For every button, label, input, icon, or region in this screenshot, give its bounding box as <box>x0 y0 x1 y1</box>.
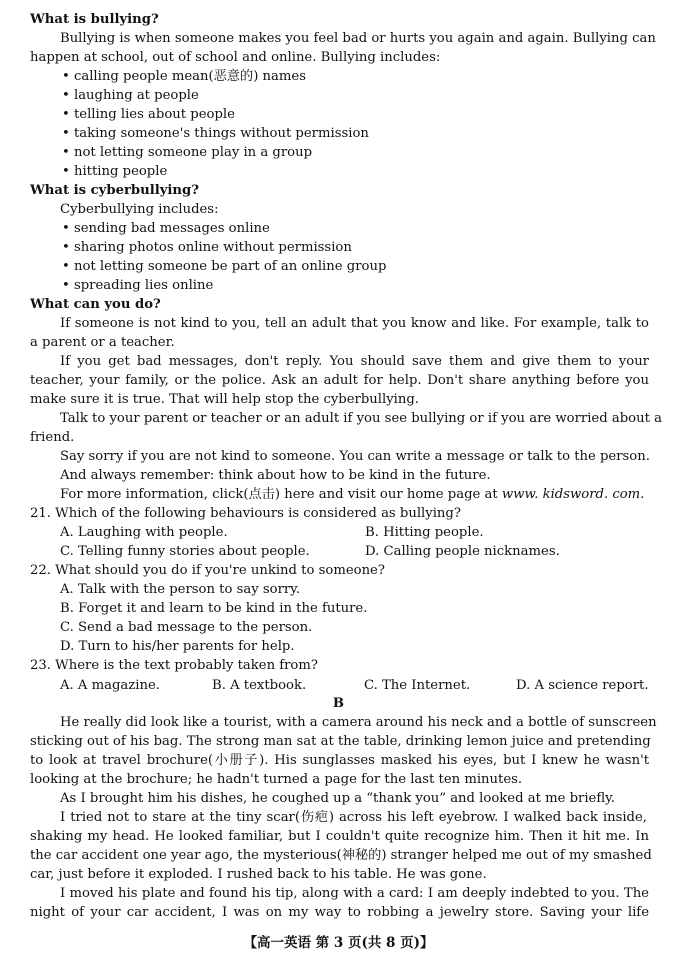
option-23-d: D. A science report. <box>516 678 649 693</box>
question-23: 23. Where is the text probably taken from? <box>30 658 318 673</box>
heading-what-can-you-do: What can you do? <box>30 297 161 312</box>
bullet-item: • telling lies about people <box>62 107 235 122</box>
paragraph-line: If you get bad messages, don't reply. You should save them and give them to your <box>60 354 649 369</box>
option-22-b: B. Forget it and learn to be kind in the future. <box>60 601 368 616</box>
option-22-c: C. Send a bad message to the person. <box>60 620 313 635</box>
section-b-heading: B <box>332 696 345 711</box>
bullet-item: • laughing at people <box>62 88 199 103</box>
option-22-d: D. Turn to his/her parents for help. <box>60 639 295 654</box>
option-23-a: A. A magazine. <box>60 678 160 693</box>
bullet-item: • calling people mean(恶意的) names <box>62 69 306 84</box>
option-21-c: C. Telling funny stories about people. <box>60 544 310 559</box>
passage-line: He really did look like a tourist, with a camera around his neck and a bottle of sunscreen <box>60 715 657 730</box>
bullet-item: • hitting people <box>62 164 168 179</box>
passage-line: night of your car accident, I was on my way to robbing a jewelry store. Saving your life <box>30 905 649 920</box>
option-23-c: C. The Internet. <box>364 678 471 693</box>
passage-line: car, just before it exploded. I rushed back to his table. He was gone. <box>30 867 487 882</box>
option-22-a: A. Talk with the person to say sorry. <box>60 582 301 597</box>
paragraph-line: teacher, your family, or the police. Ask an adult for help. Don't share anything before you <box>30 373 649 388</box>
passage-line: shaking my head. He looked familiar, but I couldn't quite recognize him. Then it hit me. In <box>30 829 649 844</box>
paragraph-line: Talk to your parent or teacher or an adult if you see bullying or if you are worried about a <box>60 411 662 426</box>
page-footer: 【高一英语 第 3 页(共 8 页)】 <box>243 935 434 951</box>
paragraph-line-more-info <box>60 485 644 504</box>
more-info-text: For more information, click(点击) here and visit our home page at <box>60 487 502 502</box>
option-21-d: D. Calling people nicknames. <box>365 544 560 559</box>
passage-line: to look at travel brochure(小册子). His sunglasses masked his eyes, but I knew he wasn't <box>30 753 649 768</box>
passage-line: I tried not to stare at the tiny scar(伤疤) across his left eyebrow. I walked back inside, <box>60 810 647 825</box>
paragraph-line: Say sorry if you are not kind to someone. You can write a message or talk to the person. <box>60 449 650 464</box>
paragraph-line: And always remember: think about how to be kind in the future. <box>60 468 491 483</box>
bullet-item: • sending bad messages online <box>62 221 270 236</box>
paragraph-line: make sure it is true. That will help stop the cyberbullying. <box>30 392 419 407</box>
option-21-a: A. Laughing with people. <box>60 525 228 540</box>
paragraph-line: Bullying is when someone makes you feel bad or hurts you again and again. Bullying can <box>60 31 656 46</box>
option-23-b: B. A textbook. <box>212 678 307 693</box>
paragraph-line: If someone is not kind to you, tell an adult that you know and like. For example, talk to <box>60 316 649 331</box>
question-21: 21. Which of the following behaviours is considered as bullying? <box>30 506 461 521</box>
question-22: 22. What should you do if you're unkind to someone? <box>30 563 385 578</box>
bullet-item: • spreading lies online <box>62 278 214 293</box>
website-url: www. kidsword. com. <box>501 487 645 502</box>
option-21-b: B. Hitting people. <box>365 525 484 540</box>
passage-line: looking at the brochure; he hadn't turned a page for the last ten minutes. <box>30 772 523 787</box>
paragraph-line: happen at school, out of school and online. Bullying includes: <box>30 50 441 65</box>
passage-line: As I brought him his dishes, he coughed up a “thank you” and looked at me briefly. <box>60 791 616 806</box>
paragraph-line: a parent or a teacher. <box>30 335 175 350</box>
bullet-item: • taking someone's things without permission <box>62 126 369 141</box>
passage-line: the car accident one year ago, the mysterious(神秘的) stranger helped me out of my smashed <box>30 848 652 863</box>
heading-what-is-cyberbullying: What is cyberbullying? <box>30 183 199 198</box>
heading-what-is-bullying: What is bullying? <box>30 12 159 27</box>
bullet-item: • sharing photos online without permission <box>62 240 352 255</box>
passage-line: I moved his plate and found his tip, along with a card: I am deeply indebted to you. The <box>60 886 649 901</box>
passage-line: sticking out of his bag. The strong man sat at the table, drinking lemon juice and pretending <box>30 734 651 749</box>
paragraph-line: friend. <box>30 430 75 445</box>
bullet-item: • not letting someone be part of an online group <box>62 259 387 274</box>
paragraph-line: Cyberbullying includes: <box>60 202 219 217</box>
bullet-item: • not letting someone play in a group <box>62 145 313 160</box>
